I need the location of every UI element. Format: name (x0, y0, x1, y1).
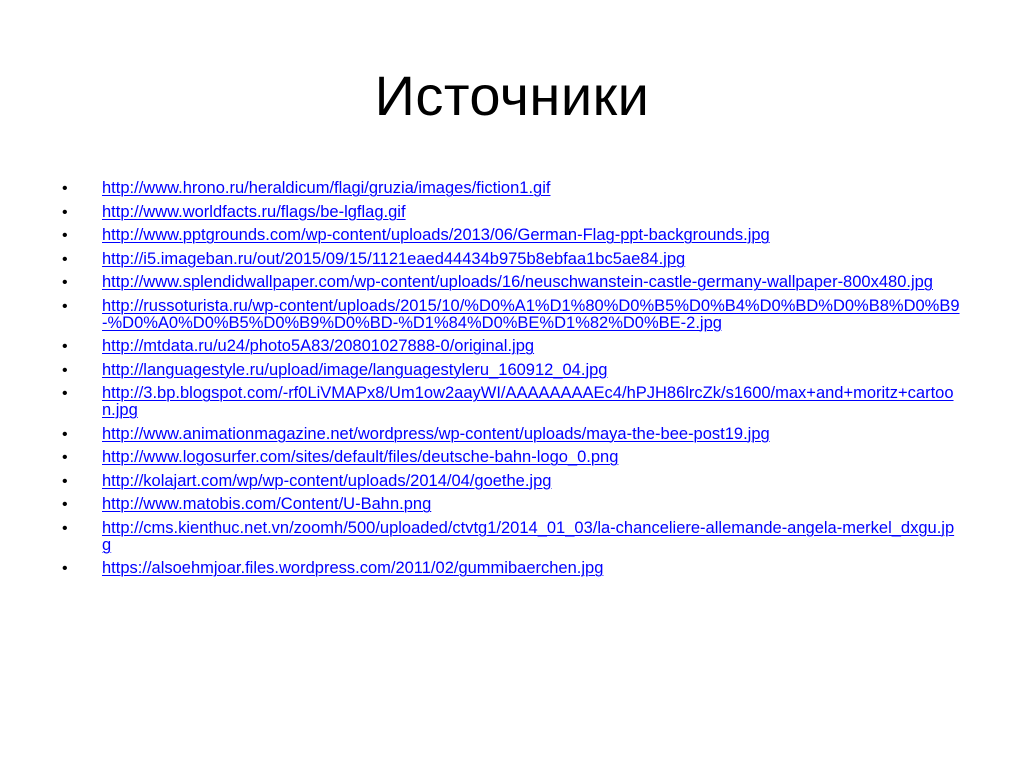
source-item (60, 496, 960, 513)
bullet: • (62, 297, 68, 315)
bullet: • (62, 425, 68, 443)
source-item (60, 473, 960, 490)
source-link[interactable]: http://www.logosurfer.com/sites/default/files/deutsche-bahn-logo_0.png (102, 448, 619, 466)
slide-title: Источники (374, 64, 650, 127)
bullet: • (62, 180, 68, 197)
source-item (60, 298, 960, 332)
source-item (60, 204, 960, 221)
source-link[interactable]: http://www.splendidwallpaper.com/wp-content/uploads/16/neuschwanstein-castle-germany-wallpaper-800x480.jpg (102, 273, 933, 291)
bullet: • (62, 274, 68, 291)
source-link[interactable]: http://i5.imageban.ru/out/2015/09/15/1121eaed44434b975b8ebfaa1bc5ae84.jpg (102, 249, 686, 268)
bullet: • (62, 250, 68, 268)
bullet: • (62, 361, 68, 379)
source-link[interactable]: http://www.pptgrounds.com/wp-content/uploads/2013/06/German-Flag-ppt-backgrounds.jpg (102, 226, 770, 244)
source-link[interactable]: http://languagestyle.ru/upload/image/languagestyleru_160912_04.jpg (102, 360, 608, 379)
source-link[interactable]: http://www.hrono.ru/heraldicum/flagi/gruzia/images/fiction1.gif (102, 179, 551, 197)
bullet: • (62, 385, 68, 402)
bullet: • (62, 449, 68, 466)
source-item (60, 227, 960, 244)
source-link[interactable]: http://cms.kienthuc.net.vn/zoomh/500/uploaded/ctvtg1/2014_01_03/la-chanceliere-allemande-angela-merkel_dxgu.jpg (102, 518, 955, 554)
source-item (60, 338, 960, 355)
source-link[interactable]: https://alsoehmjoar.files.wordpress.com/2011/02/gummibaerchen.jpg (102, 559, 604, 577)
bullet: • (62, 496, 68, 513)
source-item (60, 560, 960, 577)
source-link[interactable]: http://www.worldfacts.ru/flags/be-lgflag.gif (102, 202, 406, 221)
source-item (60, 385, 960, 419)
source-list (60, 180, 960, 584)
source-item (60, 449, 960, 466)
bullet: • (62, 203, 68, 221)
source-item (60, 274, 960, 291)
source-item (60, 362, 960, 379)
source-link[interactable]: http://www.animationmagazine.net/wordpress/wp-content/uploads/maya-the-bee-post19.jpg (102, 424, 770, 443)
bullet: • (62, 472, 68, 490)
source-item (60, 426, 960, 443)
source-link[interactable]: http://www.matobis.com/Content/U-Bahn.png (102, 495, 432, 513)
bullet: • (62, 519, 68, 537)
bullet: • (62, 227, 68, 244)
source-item (60, 520, 960, 554)
source-item (60, 180, 960, 197)
bullet: • (62, 560, 68, 577)
bullet: • (62, 338, 68, 355)
source-link[interactable]: http://3.bp.blogspot.com/-rf0LiVMAPx8/Um1ow2aayWI/AAAAAAAAEc4/hPJH86lrcZk/s1600/max+and+moritz+cartoon.jpg (102, 384, 954, 419)
source-link[interactable]: http://mtdata.ru/u24/photo5A83/20801027888-0/original.jpg (102, 337, 535, 355)
source-link[interactable]: http://russoturista.ru/wp-content/uploads/2015/10/%D0%A1%D1%80%D0%B5%D0%B4%D0%BD%D0%B8%D0%B9-%D0%A0%D0%B5%D0%B9%D0%BD-%D1%84%D0%BE%D1%82%D0%BE-2.jpg (102, 296, 960, 332)
source-link[interactable]: http://kolajart.com/wp/wp-content/uploads/2014/04/goethe.jpg (102, 471, 552, 490)
source-item (60, 251, 960, 268)
